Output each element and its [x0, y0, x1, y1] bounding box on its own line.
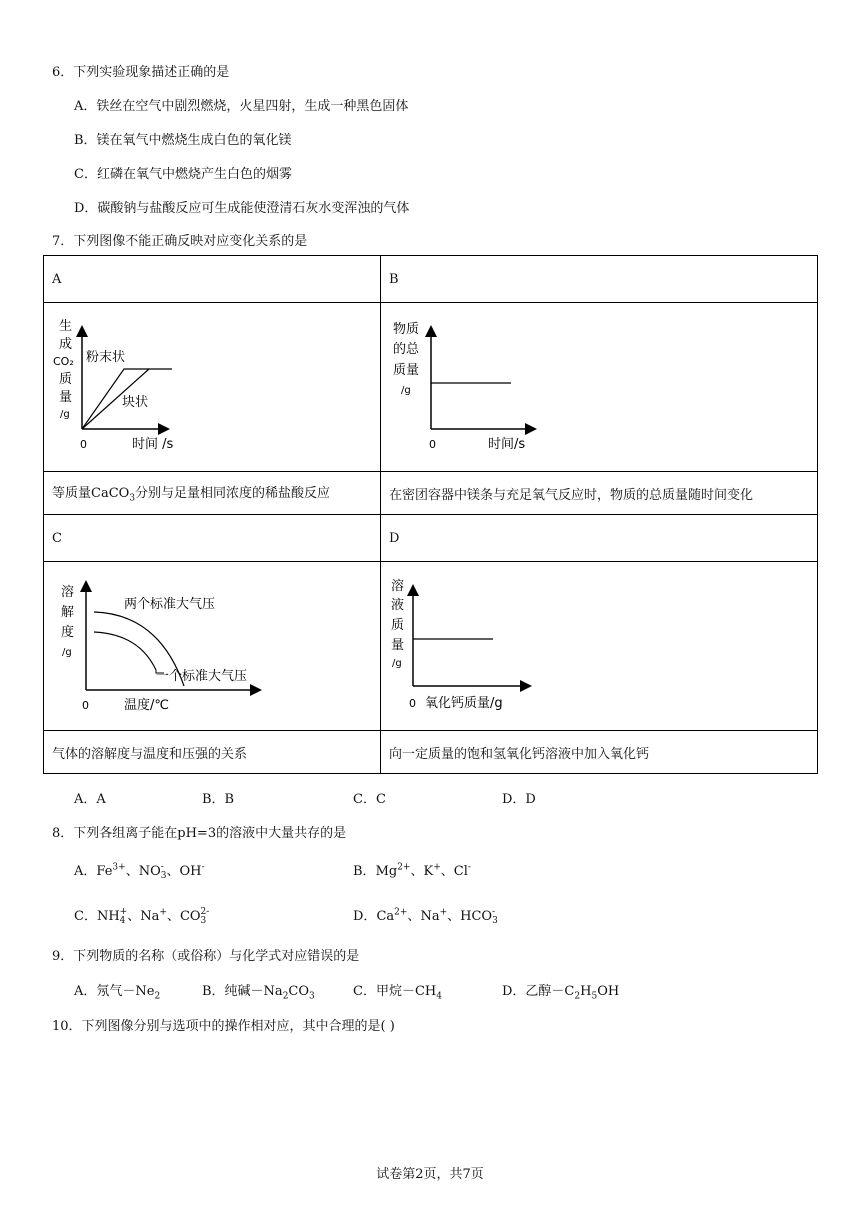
- question-9-option-d: D．乙醇$-C_2H_5OH$: [502, 984, 620, 1002]
- curve-one-atm: [94, 632, 156, 670]
- svg-text:/g: /g: [392, 658, 402, 669]
- question-9-option-a: A．氖气$-Ne_2$: [74, 984, 161, 1002]
- svg-text:解: 解: [61, 605, 75, 620]
- cell-a-caption: 等质量CaCO$_3$分别与足量相同浓度的稀盐酸反应: [44, 472, 381, 515]
- svg-text:液: 液: [391, 598, 405, 613]
- question-9-option-b: B．纯碱$-Na_2CO_3$: [202, 984, 315, 1002]
- cell-d-letter: D: [381, 515, 818, 562]
- cell-d-caption: 向一定质量的饱和氢氧化钙溶液中加入氧化钙: [381, 731, 818, 774]
- series-label-powder: 粉末状: [86, 350, 126, 365]
- question-6-stem: 6．下列实验现象描述正确的是: [52, 65, 230, 80]
- svg-text:生: 生: [59, 319, 73, 334]
- y-axis-label: [391, 578, 404, 669]
- origin-label: 0: [429, 438, 436, 451]
- question-10-stem: 10．下列图像分别与选项中的操作相对应，其中合理的是( ): [52, 1019, 395, 1034]
- cell-a-graph: [44, 303, 381, 472]
- question-8-option-d: D．$Ca^{2+}$、Na+、HCO- 3: [353, 906, 498, 926]
- svg-text:质: 质: [391, 618, 405, 633]
- question-9-option-c: C．甲烷$-CH_4$: [353, 984, 442, 1002]
- series-label-one-atm: 一个标准大气压: [156, 669, 248, 684]
- y-axis-label: [393, 321, 420, 396]
- cell-c-letter: C: [44, 515, 381, 562]
- svg-text:量: 量: [391, 638, 405, 653]
- origin-label: 0: [409, 697, 416, 710]
- question-8-option-c: C．NH+ 4 、Na+、CO2- 3: [74, 906, 210, 926]
- svg-text:的总: 的总: [393, 342, 420, 357]
- origin-label: 0: [80, 438, 87, 451]
- question-6-option-a: A．铁丝在空气中剧烈燃烧，火星四射，生成一种黑色固体: [74, 99, 409, 114]
- svg-text:质量: 质量: [393, 363, 420, 378]
- question-9-stem: 9．下列物质的名称（或俗称）与化学式对应错误的是: [52, 949, 360, 964]
- question-7-figure-table: [43, 255, 818, 774]
- cell-c-graph: [44, 562, 381, 731]
- svg-text:溶: 溶: [61, 585, 75, 600]
- y-axis-label: [53, 318, 74, 420]
- origin-label: 0: [82, 699, 89, 712]
- svg-text:/g: /g: [62, 647, 72, 658]
- question-7-option-b: B．B: [202, 792, 235, 807]
- page-footer: 试卷第2页，共7页: [376, 1167, 484, 1182]
- x-axis-label: 时间/s: [488, 437, 526, 452]
- svg-text:度: 度: [61, 625, 75, 640]
- svg-text:/g: /g: [60, 409, 70, 420]
- svg-text:量: 量: [59, 390, 73, 405]
- question-8-stem: 8．下列各组离子能在pH=3的溶液中大量共存的是: [52, 826, 347, 841]
- svg-text:质: 质: [59, 372, 73, 387]
- question-6-option-c: C．红磷在氧气中燃烧产生白色的烟雾: [74, 167, 292, 182]
- x-axis-label: 氧化钙质量/g: [425, 696, 503, 711]
- question-7-stem: 7．下列图像不能正确反映对应变化关系的是: [52, 234, 308, 249]
- x-axis-label: 时间 /s: [132, 437, 174, 452]
- cell-b-letter: B: [381, 256, 818, 303]
- question-8-option-b: B．$Mg^{2+}$、K+、Cl-: [353, 862, 471, 879]
- cell-a-letter: A: [44, 256, 381, 303]
- question-6-option-b: B．镁在氧气中燃烧生成白色的氧化镁: [74, 133, 292, 148]
- svg-text:CO₂: CO₂: [53, 355, 74, 368]
- cell-b-graph: [381, 303, 818, 472]
- cell-c-caption: 气体的溶解度与温度和压强的关系: [44, 731, 381, 774]
- x-axis-label: 温度/℃: [124, 698, 169, 713]
- svg-text:/g: /g: [401, 385, 411, 396]
- question-6-option-d: D．碳酸钠与盐酸反应可生成能使澄清石灰水变浑浊的气体: [74, 201, 410, 216]
- cell-b-caption: 在密团容器中镁条与充足氧气反应时，物质的总质量随时间变化: [381, 472, 818, 515]
- graph-a: [44, 303, 381, 471]
- series-label-lump: 块状: [122, 395, 149, 410]
- svg-text:溶: 溶: [391, 579, 405, 594]
- graph-c: [44, 562, 381, 730]
- question-7-option-a: A．A: [74, 792, 106, 807]
- question-7-option-c: C．C: [353, 792, 386, 807]
- svg-text:成: 成: [59, 337, 73, 352]
- cell-d-graph: [381, 562, 818, 731]
- graph-b: [381, 303, 818, 471]
- series-label-two-atm: 两个标准大气压: [124, 597, 216, 612]
- question-7-option-d: D．D: [502, 792, 536, 807]
- question-8-option-a: A．$Fe^{3+}$、NO- 3、OH-: [74, 861, 205, 881]
- svg-text:物质: 物质: [393, 322, 420, 337]
- y-axis-label: [61, 584, 74, 658]
- graph-d: [381, 562, 818, 730]
